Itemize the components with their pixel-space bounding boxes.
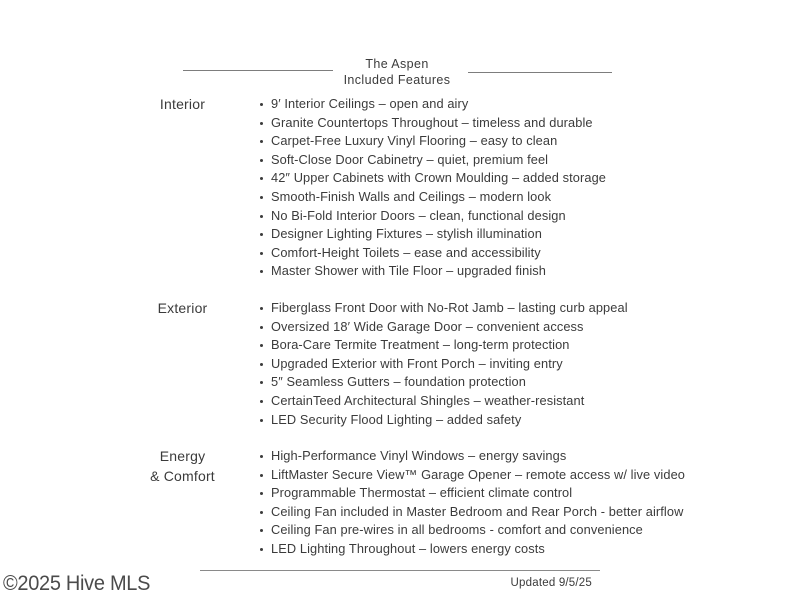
feature-item: Upgraded Exterior with Front Porch – inviting entry	[258, 355, 700, 374]
feature-item: Soft-Close Door Cabinetry – quiet, premium feel	[258, 151, 700, 170]
feature-item: Granite Countertops Throughout – timeless and durable	[258, 114, 700, 133]
feature-item: Bora-Care Termite Treatment – long-term protection	[258, 336, 700, 355]
feature-item: Designer Lighting Fixtures – stylish illumination	[258, 225, 700, 244]
section-energy-comfort	[130, 447, 700, 559]
feature-list	[258, 299, 700, 429]
feature-item: CertainTeed Architectural Shingles – weather-resistant	[258, 392, 700, 411]
feature-item: Smooth-Finish Walls and Ceilings – modern look	[258, 188, 700, 207]
feature-item: LED Security Flood Lighting – added safety	[258, 411, 700, 430]
feature-item: 42″ Upper Cabinets with Crown Moulding – added storage	[258, 169, 700, 188]
page-title: The Aspen	[365, 57, 429, 71]
hive-mls-watermark: ©2025 Hive MLS	[3, 572, 151, 595]
feature-list	[258, 447, 700, 559]
feature-item: No Bi-Fold Interior Doors – clean, functional design	[258, 207, 700, 226]
section-items	[235, 95, 700, 281]
feature-item: Ceiling Fan included in Master Bedroom and Rear Porch - better airflow	[258, 503, 700, 522]
section-items	[235, 299, 700, 429]
section-items	[235, 447, 700, 559]
feature-item: Programmable Thermostat – efficient climate control	[258, 484, 700, 503]
section-label-text-line2: & Comfort	[150, 467, 215, 484]
feature-item: Ceiling Fan pre-wires in all bedrooms - comfort and convenience	[258, 521, 700, 540]
feature-item: LiftMaster Secure View™ Garage Opener – remote access w/ live video	[258, 466, 700, 485]
feature-item: 5″ Seamless Gutters – foundation protection	[258, 373, 700, 392]
section-label	[130, 95, 235, 115]
feature-item: High-Performance Vinyl Windows – energy savings	[258, 447, 700, 466]
feature-item: Fiberglass Front Door with No-Rot Jamb – lasting curb appeal	[258, 299, 700, 318]
section-interior	[130, 95, 700, 281]
section-label-text: Interior	[159, 96, 206, 112]
footer-rule	[200, 570, 600, 571]
section-label-text: Exterior	[157, 299, 208, 316]
feature-item: Carpet-Free Luxury Vinyl Flooring – easy to clean	[258, 132, 700, 151]
feature-list	[258, 95, 700, 281]
feature-item: 9′ Interior Ceilings – open and airy	[258, 95, 700, 114]
section-label	[130, 447, 235, 486]
section-label	[130, 299, 235, 319]
feature-item: Master Shower with Tile Floor – upgraded finish	[258, 262, 700, 281]
updated-date: Updated 9/5/25	[510, 577, 592, 589]
feature-item: Comfort-Height Toilets – ease and accessibility	[258, 244, 700, 263]
page-subtitle: Included Features	[343, 73, 451, 87]
feature-item: Oversized 18′ Wide Garage Door – convenient access	[258, 318, 700, 337]
title-block	[297, 56, 497, 88]
section-exterior	[130, 299, 700, 429]
feature-sections	[130, 95, 700, 559]
section-label-text: Energy	[159, 448, 206, 465]
feature-item: LED Lighting Throughout – lowers energy costs	[258, 540, 700, 559]
